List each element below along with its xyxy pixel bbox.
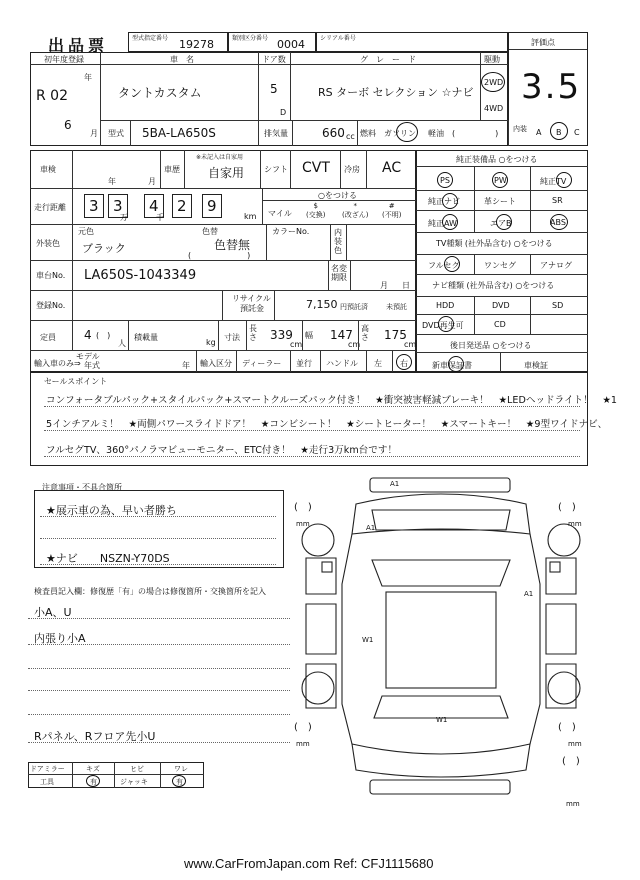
displacement-label: 排気量 — [264, 129, 288, 138]
eq-pw: PW — [494, 176, 507, 185]
height: 175 — [384, 328, 407, 342]
eq-leather: 革シート — [484, 197, 516, 206]
orig-color: ブラック — [82, 242, 126, 255]
footer-watermark: www.CarFromJapan.com Ref: CFJ1115680 — [184, 856, 434, 871]
mm-spare: mm — [566, 800, 580, 808]
interior-color-label: 内 装 色 — [334, 228, 342, 255]
doors: 5 — [270, 82, 278, 96]
capacity-bracket: ( ) — [96, 331, 111, 340]
tools-jack: ジャッキ — [120, 778, 148, 786]
tools-jack-val: 有 — [176, 778, 183, 786]
first-reg-label: 初年度登録 — [44, 55, 84, 64]
serial-box — [316, 32, 508, 52]
mileage-digit: 2 — [177, 197, 187, 215]
parallel: 並行 — [296, 359, 312, 368]
import-div-label: 輸入区分 — [200, 359, 232, 368]
people: 人 — [118, 339, 126, 348]
len-label: 長 さ — [249, 324, 257, 342]
orig-color-label: 元色 — [78, 227, 94, 236]
first-reg-month: 6 — [64, 118, 72, 132]
displacement: 660 — [322, 126, 345, 140]
sales-line-3: フルセグTV、360°パノラマビューモニター、ETC付き！ ★走行3万km台です！ — [46, 445, 398, 456]
tools-tool-val: 有 — [90, 778, 97, 786]
grade: RS ターボ セレクション ☆ナビ — [318, 86, 474, 99]
fuel-label: 燃料 — [360, 129, 376, 138]
interior-label: 内装 — [513, 125, 527, 133]
mileage-digit: 3 — [113, 197, 123, 215]
shift: CVT — [302, 160, 330, 176]
type-no-label: 型式指定番号 — [132, 35, 169, 42]
tools-h1: キズ — [86, 765, 100, 773]
usage-note: ※未記入は自家用 — [196, 154, 244, 161]
inspection-label: 車検 — [40, 165, 56, 174]
recycle-unpaid: 未預託 — [386, 303, 407, 311]
width: 147 — [330, 328, 353, 342]
tv-analog: アナログ — [540, 261, 572, 270]
navi-dvd: DVD — [492, 301, 510, 310]
eq-pw-circle — [492, 172, 508, 188]
kg: kg — [206, 338, 216, 347]
navi-dvd-play-circle — [438, 316, 454, 332]
fuel-circle — [396, 122, 418, 142]
import-year: 年 — [182, 361, 190, 370]
mark-a1-bumper: A1 — [390, 480, 400, 488]
score-value: 3.5 — [521, 67, 582, 107]
score-label: 評価点 — [531, 38, 555, 47]
notes-label: 注意事項・不具合箇所 — [42, 483, 122, 492]
mm-fr: mm — [568, 520, 582, 528]
insp-line-2: 内張り小A — [34, 632, 86, 645]
color-label: 外装色 — [36, 239, 60, 248]
class-no: 0004 — [277, 38, 305, 51]
color-bracket: ( ) — [188, 251, 251, 260]
drive-label: 駆動 — [484, 55, 500, 64]
hei-label: 高 さ — [361, 324, 369, 342]
grade-label: グ レ ー ド — [360, 55, 416, 64]
navi-title: ナビ種類 (社外品含む) ○をつける — [432, 281, 555, 290]
model: 5BA-LA650S — [142, 126, 216, 140]
tools-tool: 工具 — [40, 778, 54, 786]
unknown-label: # (不明) — [382, 202, 402, 219]
inspector-label: 検査員記入欄：修復歴「有」の場合は修復箇所・交換箇所を記入 — [34, 587, 266, 596]
mileage-km: km — [244, 212, 257, 221]
tv-full: フルセグ — [428, 261, 460, 270]
oil-bracket: ( ) — [452, 129, 499, 138]
recycle-paid: 円預託済 — [340, 303, 368, 311]
inspection-month: 月 — [148, 177, 156, 186]
mark-w1-left: W1 — [362, 636, 374, 644]
later-title: 後日発送品 ○をつける — [450, 341, 532, 350]
later-warranty-circle — [448, 356, 464, 372]
shift-label: シフト — [264, 165, 288, 174]
type-no-box — [128, 32, 228, 52]
cm2: cm — [348, 340, 361, 349]
chassis: LA650S-1043349 — [84, 268, 197, 283]
note-line-1: ★展示車の為、早い者勝ち — [46, 504, 177, 517]
later-inspection-cert: 車検証 — [524, 361, 548, 370]
eq-navi: 純正ナビ — [428, 197, 460, 206]
ac: AC — [382, 160, 402, 176]
first-reg-era: R 02 — [36, 88, 68, 104]
length: 339 — [270, 328, 293, 342]
ac-label: 冷房 — [344, 165, 360, 174]
sales-label: セールスポイント — [44, 377, 108, 386]
doors-label: ドア数 — [262, 55, 286, 64]
mileage-digit-box — [202, 194, 222, 218]
sheet-title: 出品票 — [48, 36, 109, 55]
eq-sr: SR — [552, 196, 563, 205]
mile-label: マイル — [268, 209, 292, 218]
eq-tv-circle — [556, 172, 572, 188]
model-year-label: モデル 年式 — [76, 352, 100, 370]
dim-label: 寸法 — [224, 333, 240, 342]
load-label: 積載量 — [134, 333, 158, 342]
interior-a: A — [536, 128, 542, 137]
tv-title: TV種類 (社外品含む) ○をつける — [436, 239, 553, 248]
mileage-digit: 3 — [89, 197, 99, 215]
drive-2wd: 2WD — [484, 78, 504, 87]
tire-rr-bracket: ( ) — [558, 722, 576, 733]
drive-4wd: 4WD — [484, 104, 504, 113]
mm-rr: mm — [568, 740, 582, 748]
handle-label: ハンドル — [326, 359, 358, 368]
mileage-sen: 千 — [156, 213, 164, 222]
reg-no-label: 登録No. — [36, 301, 66, 310]
cm1: cm — [290, 340, 303, 349]
handle-left: 左 — [374, 359, 382, 368]
mark-a1-hood: A1 — [366, 524, 376, 532]
recycle: 7,150 — [306, 298, 338, 311]
usage-label: 車歴 — [164, 165, 180, 174]
tools-h0: ドアミラー — [30, 765, 65, 773]
navi-sd: SD — [552, 301, 564, 310]
eq-airbag-circle — [496, 214, 512, 230]
door-type: D — [280, 108, 287, 117]
color-change: 色替無 — [214, 238, 251, 252]
interior-b-circle — [550, 122, 568, 140]
tamper-label: * (改ざん) — [342, 202, 369, 219]
wid-label: 幅 — [305, 331, 313, 340]
capacity: 4 — [84, 328, 92, 342]
name-change-day: 日 — [402, 281, 410, 290]
name-change-month: 月 — [380, 281, 388, 290]
cm3: cm — [404, 340, 417, 349]
tv-one: ワンセグ — [484, 261, 516, 270]
circle-note: ○をつける — [318, 191, 357, 200]
dealer: ディーラー — [242, 359, 282, 368]
exchange-label: $ (交換) — [306, 202, 326, 219]
car-name: タントカスタム — [118, 86, 202, 100]
recycle-label: リサイクル 預託金 — [232, 294, 271, 313]
interior-c: C — [574, 128, 580, 137]
mileage-digit-box — [172, 194, 192, 218]
month-unit: 月 — [90, 129, 98, 138]
mark-a1-right: A1 — [524, 590, 534, 598]
mm-rl: mm — [296, 740, 310, 748]
eq-ps-circle — [437, 172, 453, 188]
inspection-year: 年 — [108, 177, 116, 186]
mm-fl: mm — [296, 520, 310, 528]
class-no-box — [228, 32, 316, 52]
insp-line-1: 小A、U — [34, 606, 72, 619]
eq-aw: 純正AW — [428, 219, 457, 228]
tools-h2: ヒビ — [130, 765, 144, 773]
type-no: 19278 — [179, 38, 214, 51]
eq-navi-circle — [442, 193, 458, 209]
mark-w1-rear: W1 — [436, 716, 448, 724]
handle-right: 右 — [400, 359, 408, 368]
navi-dvd-play: DVD再生可 — [422, 321, 464, 330]
import-label: 輸入車のみ⇒ — [34, 359, 81, 368]
serial-label: シリアル番号 — [320, 35, 356, 42]
sales-line-2: 5インチアルミ！ ★両側パワースライドドア！ ★コンビシート！ ★シートヒーター！ ★スマートキー！ ★9型ワイドナビ、 — [46, 419, 608, 430]
eq-airbag: エアB — [490, 219, 512, 228]
class-no-label: 類別区分番号 — [232, 35, 269, 42]
tools-jack-circle — [172, 775, 186, 787]
mileage-digit-box — [84, 194, 104, 218]
insp-line-3: Rパネル、Rフロア先小U — [34, 730, 156, 743]
eq-abs-circle — [550, 214, 568, 230]
tire-fl-bracket: ( ) — [294, 502, 312, 513]
mileage-digit: 9 — [207, 197, 217, 215]
drive-2wd-circle — [481, 72, 505, 92]
color-no-field: カラーNo. — [272, 227, 310, 236]
cc: cc — [346, 132, 355, 141]
tools-tool-circle — [86, 775, 100, 787]
name-change-label: 名変 期限 — [331, 264, 347, 282]
interior-b: B — [556, 128, 562, 137]
eq-tv: 純正TV — [540, 177, 567, 186]
later-warranty: 新車保証書 — [432, 361, 472, 370]
sales-line-1: コンフォータブルパック+スタイルパック+スマートクルーズパック付き！ ★衝突被害軽減ブレーキ！ ★LEDヘッドライト！ ★1 — [46, 395, 618, 406]
eq-aw-circle — [442, 214, 458, 230]
usage: 自家用 — [208, 166, 245, 180]
note-line-2: ★ナビ NSZN-Y70DS — [46, 552, 170, 565]
std-title: 純正装備品 ○をつける — [456, 155, 538, 164]
model-label: 型式 — [108, 129, 124, 138]
oil-label: 軽油 — [428, 129, 444, 138]
eq-abs: ABS — [550, 218, 566, 227]
tire-fr-bracket: ( ) — [558, 502, 576, 513]
chassis-label: 車台No. — [36, 271, 66, 280]
color-change-label: 色替 — [202, 227, 218, 236]
tv-full-circle — [444, 256, 460, 272]
mileage-digit: 4 — [149, 197, 159, 215]
tools-h3: ワレ — [174, 765, 188, 773]
navi-hdd: HDD — [436, 301, 455, 310]
fuel: ガソリン — [384, 129, 416, 138]
handle-right-circle — [396, 354, 412, 370]
navi-cd: CD — [494, 320, 506, 329]
capacity-label: 定員 — [40, 333, 56, 342]
year-unit: 年 — [84, 73, 92, 82]
mileage-man: 万 — [120, 213, 128, 222]
spare-bracket: ( ) — [562, 756, 580, 767]
eq-ps: PS — [440, 176, 450, 185]
mileage-label: 走行距離 — [34, 203, 66, 212]
car-name-label: 車 名 — [170, 55, 194, 64]
car-damage-diagram — [286, 474, 596, 814]
tire-rl-bracket: ( ) — [294, 722, 312, 733]
